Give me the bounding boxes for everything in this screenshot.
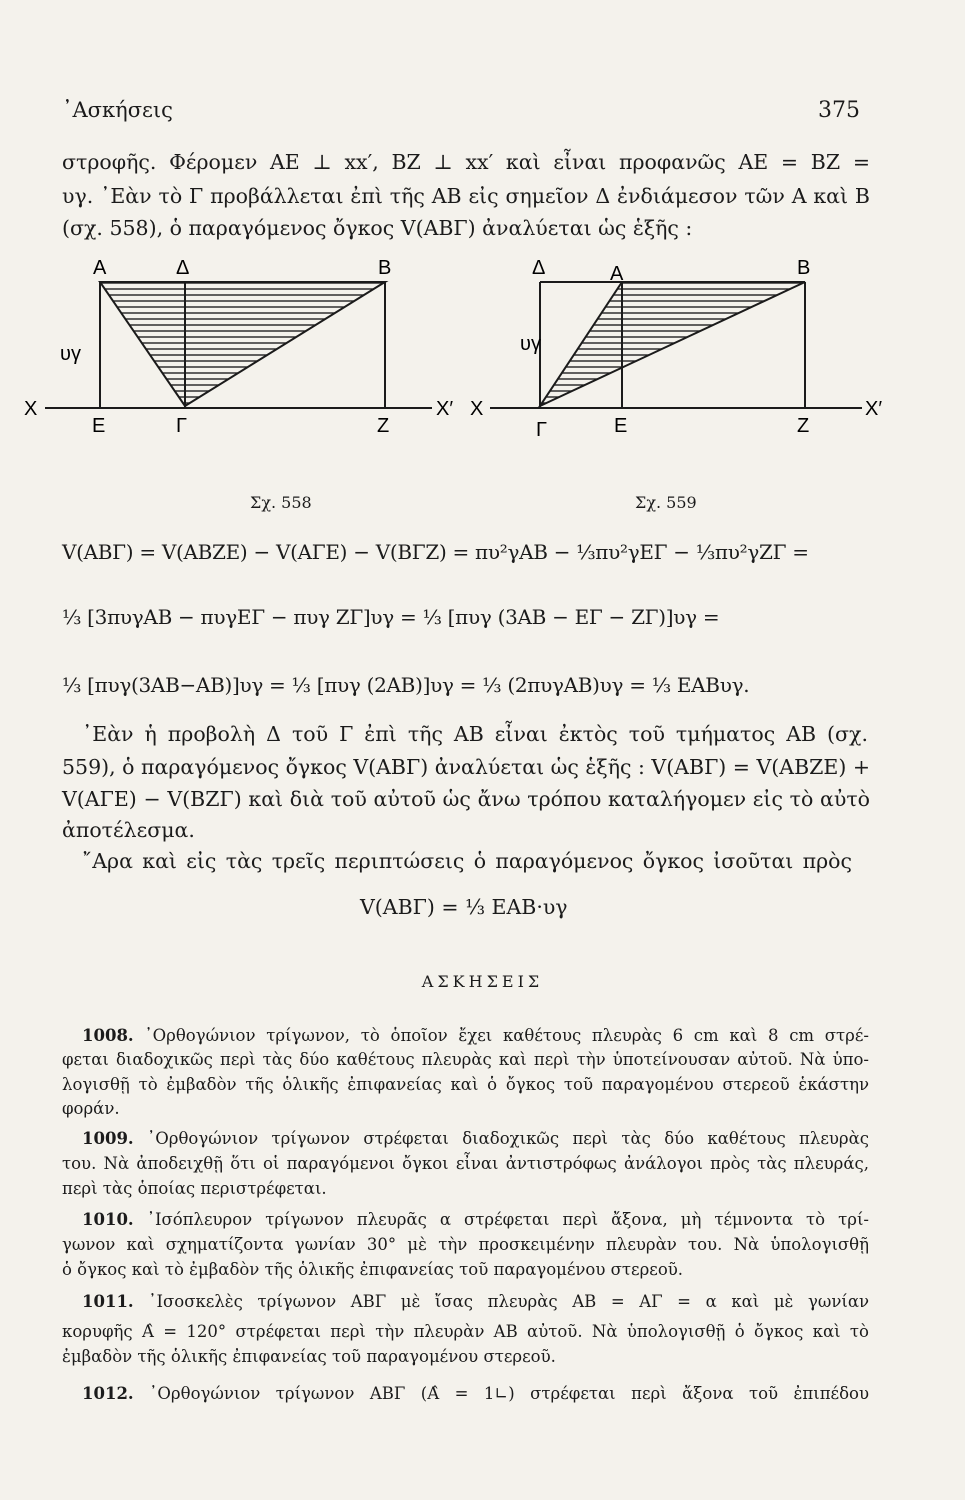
exercise-1010-body — [62, 1233, 869, 1282]
exercise-line: του. Νὰ ἀποδειχθῇ ὅτι οἱ παραγόμενοι ὄγκοι εἶναι ἀντιστρόφως ἀνάλογοι πρὸς τὰς πλευράς, — [62, 1154, 869, 1173]
equation-3: ⅓ [πυγ(3ΑΒ−ΑΒ)]υγ = ⅓ [πυγ (2ΑΒ)]υγ = ⅓ (2πυγΑΒ)υγ = ⅓ ΕΑΒυγ. — [62, 673, 750, 697]
exercise-1011-body — [62, 1320, 869, 1369]
caption-559: Σχ. 559 — [635, 493, 697, 512]
exercise-line: κορυφῆς Α̂ = 120° στρέφεται περὶ τὴν πλευρὰν ΑΒ αὐτοῦ. Νὰ ὑπολογισθῇ ὁ ὄγκος καὶ τὸ — [62, 1322, 869, 1341]
exercise-line: ᾽Ισοσκελὲς τρίγωνον ΑΒΓ μὲ ἴσας πλευρὰς ΑΒ = ΑΓ = α καὶ μὲ γωνίαν — [148, 1292, 869, 1311]
label-x-558: Χ — [24, 398, 38, 420]
exercise-1012 — [82, 1382, 869, 1407]
label-z-558: Ζ — [377, 415, 390, 437]
exercise-number: 1010. — [82, 1210, 134, 1229]
label-xp-558: Χ′ — [436, 398, 454, 420]
intro-line-3: (σχ. 558), ὁ παραγόμενος ὄγκος V(ΑΒΓ) ἀναλύεται ὡς ἑξῆς : — [62, 216, 693, 240]
intro-line-1: στροφῆς. Φέρομεν ΑΕ ⊥ xx′, ΒΖ ⊥ xx′ καὶ εἶναι προφανῶς ΑΕ = ΒΖ = — [62, 150, 870, 174]
label-b-558: Β — [378, 257, 392, 279]
caption-558: Σχ. 558 — [250, 493, 312, 512]
middle-line-5: ῎Αρα καὶ εἰς τὰς τρεῖς περιπτώσεις ὁ παραγόμενος ὄγκος ἰσοῦται πρὸς — [82, 849, 852, 873]
middle-line-3: V(ΑΓΕ) − V(ΒΖΓ) καὶ διὰ τοῦ αὐτοῦ ὡς ἄνω τρόπου καταλήγομεν εἰς τὸ αὐτὸ — [62, 787, 870, 811]
figure-559 — [470, 257, 882, 441]
figure-558 — [24, 257, 453, 437]
triangle-abg-558 — [100, 282, 385, 406]
label-d-559: Δ — [532, 257, 546, 279]
equation-2: ⅓ [3πυγΑΒ − πυγΕΓ − πυγ ΖΓ]υγ = ⅓ [πυγ (3ΑΒ − ΕΓ − ΖΓ)]υγ = — [62, 605, 720, 629]
exercise-number: 1011. — [82, 1292, 134, 1311]
label-e-558: Ε — [92, 415, 106, 437]
exercise-number: 1008. — [82, 1026, 134, 1045]
exercise-1009 — [82, 1127, 869, 1152]
middle-line-4: ἀποτέλεσμα. — [62, 818, 195, 842]
label-x-559: Χ — [470, 398, 484, 420]
exercise-1008 — [82, 1024, 869, 1049]
intro-line-2: υγ. ᾽Εὰν τὸ Γ προβάλλεται ἐπὶ τῆς ΑΒ εἰς σημεῖον Δ ἐνδιάμεσον τῶν Α καὶ Β — [62, 184, 870, 208]
volume-formula: V(ΑΒΓ) = ⅓ ΕΑΒ·υγ — [360, 895, 568, 919]
middle-line-1: ᾽Εὰν ἡ προβολὴ Δ τοῦ Γ ἐπὶ τῆς ΑΒ εἶναι ἐκτὸς τοῦ τμήματος ΑΒ (σχ. — [82, 722, 868, 746]
label-g-559: Γ — [536, 419, 548, 441]
exercise-1009-body — [62, 1152, 869, 1201]
exercise-line: λογισθῇ τὸ ἐμβαδὸν τῆς ὁλικῆς ἐπιφανείας καὶ ὁ ὄγκος τοῦ παραγομένου στερεοῦ ἑκάστην — [62, 1074, 869, 1094]
label-a-558: Α — [93, 257, 107, 279]
label-u-559: υγ — [520, 333, 541, 355]
figures-558-559 — [0, 250, 965, 515]
label-z-559: Ζ — [797, 415, 810, 437]
exercise-line: ᾽Ισόπλευρον τρίγωνον πλευρᾶς α στρέφεται περὶ ἄξονα, μὴ τέμνοντα τὸ τρί- — [146, 1210, 869, 1229]
triangle-abg-559 — [540, 282, 805, 406]
exercise-number: 1009. — [82, 1129, 134, 1148]
label-d-558: Δ — [176, 257, 190, 279]
exercise-line: φεται διαδοχικῶς περὶ τὰς δύο καθέτους πλευρὰς καὶ περὶ τὴν ὑποτείνουσαν αὐτοῦ. Νὰ ὑπο- — [62, 1050, 869, 1069]
page-number: 375 — [818, 98, 860, 123]
label-g-558: Γ — [176, 415, 188, 437]
exercise-line: ᾽Ορθογώνιον τρίγωνον ΑΒΓ (Α̂ = 1∟) στρέφεται περὶ ἄξονα τοῦ ἐπιπέδου — [149, 1384, 869, 1403]
exercise-line: ᾽Ορθογώνιον τρίγωνον στρέφεται διαδοχικῶς περὶ τὰς δύο καθέτους πλευρὰς — [147, 1129, 869, 1148]
label-xp-559: Χ′ — [865, 398, 883, 420]
exercise-line: ὁ ὄγκος καὶ τὸ ἐμβαδὸν τῆς ὁλικῆς ἐπιφανείας τοῦ παραγομένου στερεοῦ. — [62, 1259, 684, 1279]
middle-line-2: 559), ὁ παραγόμενος ὄγκος V(ΑΒΓ) ἀναλύεται ὡς ἑξῆς : V(ΑΒΓ) = V(ΑΒΖΕ) + — [62, 755, 871, 779]
label-b-559: Β — [797, 257, 811, 279]
exercise-1010 — [82, 1208, 869, 1233]
exercise-line: περὶ τὰς ὁποίας περιστρέφεται. — [62, 1178, 327, 1198]
equation-1: V(ΑΒΓ) = V(ΑΒΖΕ) − V(ΑΓΕ) − V(ΒΓΖ) = πυ²γΑΒ − ⅓πυ²γΕΓ − ⅓πυ²γΖΓ = — [62, 540, 809, 564]
label-a-559: Α — [610, 263, 624, 285]
exercise-line: ἐμβαδὸν τῆς ὁλικῆς ἐπιφανείας τοῦ παραγομένου στερεοῦ. — [62, 1346, 556, 1366]
section-title: ΑΣΚΗΣΕΙΣ — [421, 972, 544, 991]
exercise-line: ᾽Ορθογώνιον τρίγωνον, τὸ ὁποῖον ἔχει καθέτους πλευρὰς 6 cm καὶ 8 cm στρέ- — [144, 1026, 869, 1045]
running-header: ᾽Ασκήσεις — [62, 98, 173, 122]
label-e-559: Ε — [614, 415, 628, 437]
exercise-line: φοράν. — [62, 1099, 120, 1119]
label-u-558: υγ — [60, 343, 81, 365]
exercise-line: γωνον καὶ σχηματίζοντα γωνίαν 30° μὲ τὴν προσκειμένην πλευρὰν του. Νὰ ὑπολογισθῇ — [62, 1235, 869, 1254]
exercise-number: 1012. — [82, 1384, 134, 1403]
exercise-1008-body — [62, 1048, 869, 1122]
exercise-1011 — [82, 1290, 869, 1315]
